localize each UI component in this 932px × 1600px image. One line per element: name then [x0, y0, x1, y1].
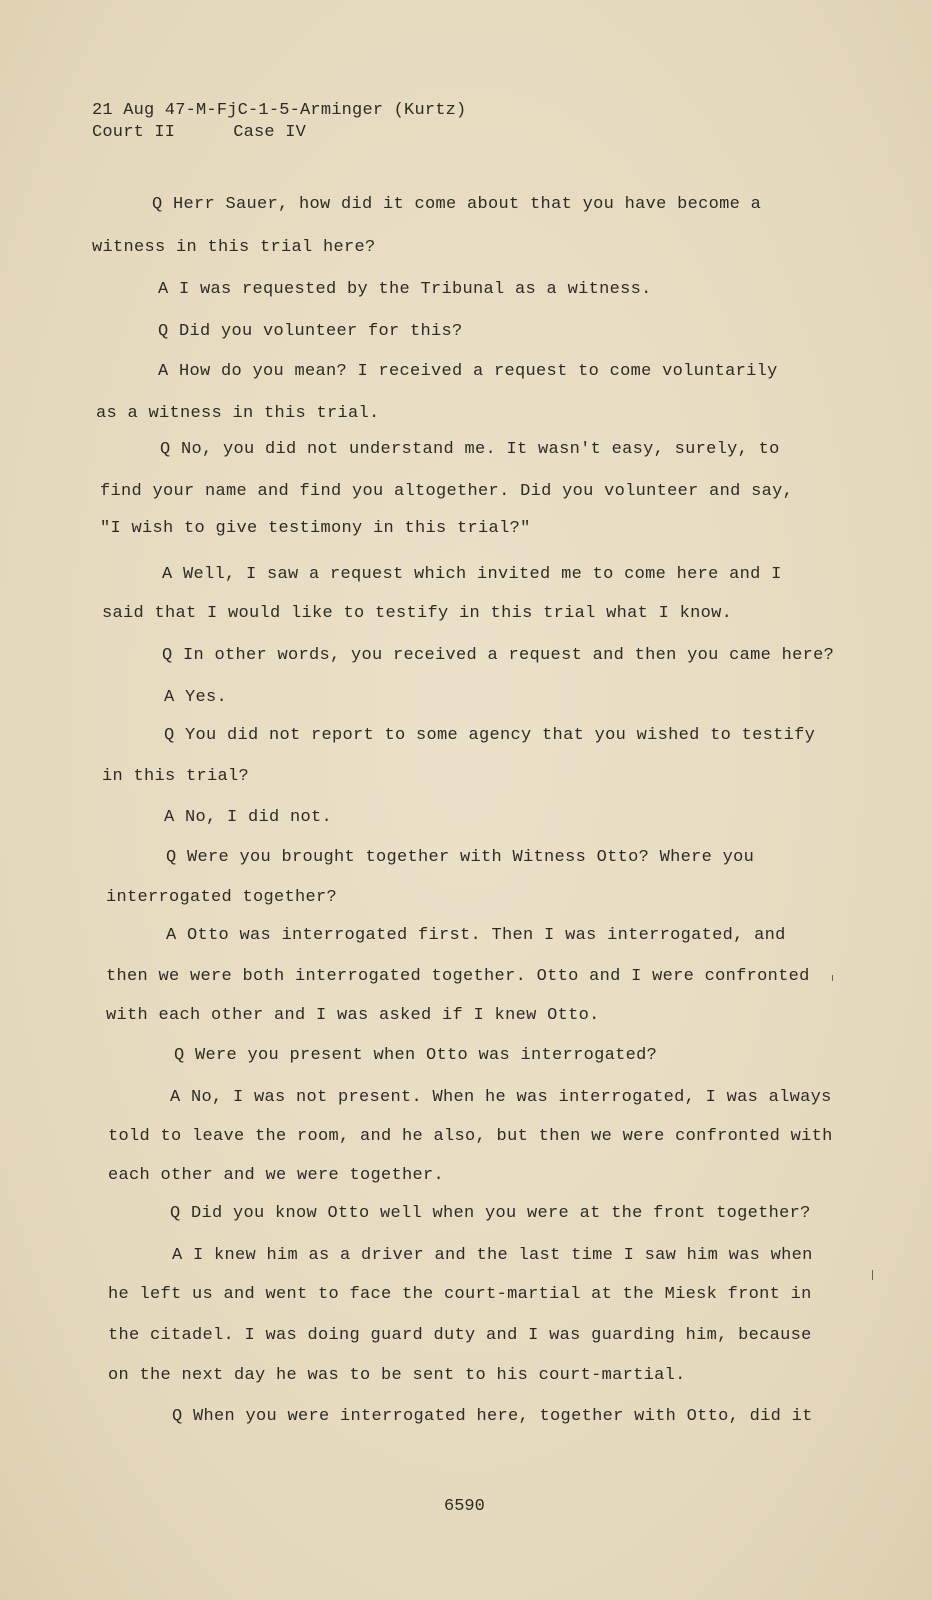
transcript-line: then we were both interrogated together. Otto and I were confronted: [106, 967, 810, 986]
margin-mark: [832, 975, 833, 981]
court-label: Court II: [92, 123, 176, 142]
transcript-line: find your name and find you altogether. Did you volunteer and say,: [100, 482, 794, 501]
transcript-line: Q You did not report to some agency that you wished to testify: [164, 726, 816, 745]
transcript-line: "I wish to give testimony in this trial?": [100, 519, 531, 538]
transcript-line: Q Were you brought together with Witness Otto? Where you: [166, 848, 755, 867]
transcript-line: as a witness in this trial.: [96, 404, 380, 423]
transcript-line: witness in this trial here?: [92, 238, 376, 257]
transcript-line: interrogated together?: [106, 888, 338, 907]
transcript-line: said that I would like to testify in this trial what I know.: [102, 604, 733, 623]
transcript-line: Q No, you did not understand me. It wasn't easy, surely, to: [160, 440, 780, 459]
transcript-line: he left us and went to face the court-martial at the Miesk front in: [108, 1285, 812, 1304]
transcript-line: A I knew him as a driver and the last time I saw him was when: [172, 1246, 813, 1265]
transcript-line: A Yes.: [164, 688, 228, 707]
transcript-line: A Otto was interrogated first. Then I was interrogated, and: [166, 926, 786, 945]
transcript-line: the citadel. I was doing guard duty and I was guarding him, because: [108, 1326, 812, 1345]
transcript-line: A How do you mean? I received a request to come voluntarily: [158, 362, 778, 381]
transcript-line: Q Herr Sauer, how did it come about that you have become a: [152, 195, 762, 214]
transcript-line: with each other and I was asked if I knew Otto.: [106, 1006, 600, 1025]
transcript-line: told to leave the room, and he also, but then we were confronted with: [108, 1127, 833, 1146]
transcript-line: A I was requested by the Tribunal as a witness.: [158, 280, 652, 299]
transcript-line: Q Did you volunteer for this?: [158, 322, 463, 341]
transcript-line: in this trial?: [102, 767, 250, 786]
page-number: 6590: [444, 1497, 485, 1516]
margin-mark: [872, 1270, 873, 1280]
case-label: Case IV: [233, 123, 307, 142]
document-header: [92, 100, 466, 144]
transcript-line: each other and we were together.: [108, 1166, 445, 1185]
transcript-line: Q Were you present when Otto was interrogated?: [174, 1046, 658, 1065]
court-case-line: [92, 122, 466, 144]
transcript-line: Q In other words, you received a request and then you came here?: [162, 646, 835, 665]
transcript-line: A No, I was not present. When he was interrogated, I was always: [170, 1088, 832, 1107]
transcript-line: on the next day he was to be sent to his court-martial.: [108, 1366, 686, 1385]
transcript-line: A Well, I saw a request which invited me to come here and I: [162, 565, 782, 584]
transcript-line: Q Did you know Otto well when you were at the front together?: [170, 1204, 811, 1223]
reference-line: 21 Aug 47-M-FjC-1-5-Arminger (Kurtz): [92, 101, 467, 120]
transcript-line: Q When you were interrogated here, together with Otto, did it: [172, 1407, 813, 1426]
transcript-line: A No, I did not.: [164, 808, 333, 827]
